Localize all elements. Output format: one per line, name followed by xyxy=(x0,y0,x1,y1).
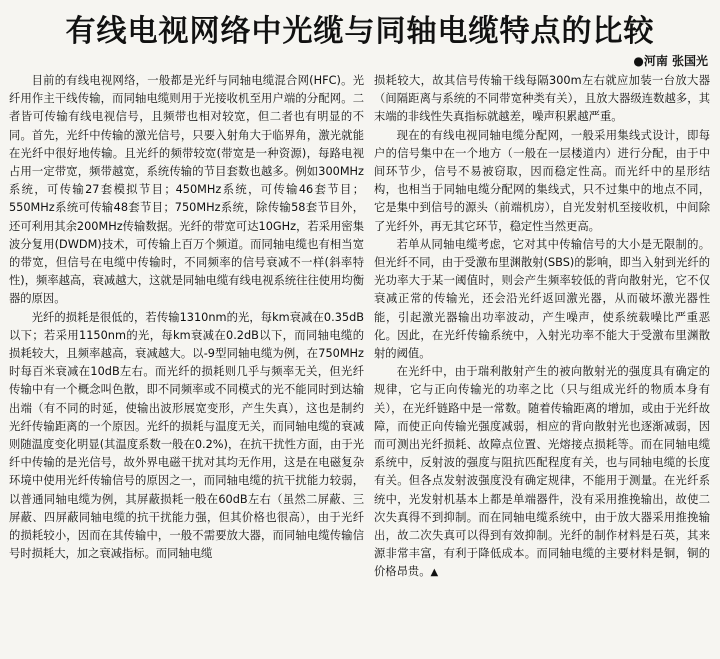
end-mark-icon: ▲ xyxy=(430,567,439,579)
paragraph-text: 在光纤中，由于瑞利散射产生的被向散射光的强度具有确定的规律，它与正向传输光的功率之比（只与组成光纤的物质本身有关），在光纤链路中是一常数。随着传输距离的增加，或由于光纤故障，而使正向传输光强度减弱，相应的背向散射光也逐渐减弱，因而可测出光纤损耗、故障点位置、光熔接点损耗等。而在同轴电缆系统中，反射波的强度与阻抗匹配程度有关，也与同轴电缆的长度有关。但各点发射波强度没有确定规律，不能用于测量。在光纤系统中，光发射机基本上都是单端器件，没有采用推挽输出，故使二次失真得不到抑制。而在同轴电缆系统中，由于放大器采用推挽输出，故二次失真可以得到有效抑制。光纤的制作材料是石英，其来源非常丰富，有利于降低成本。而同轴电缆的主要材料是铜，铜的价格昂贵。 xyxy=(374,365,710,579)
paragraph xyxy=(374,363,710,582)
right-column xyxy=(374,72,710,652)
paragraph: 目前的有线电视网络，一般都是光纤与同轴电缆混合网(HFC)。光纤用作主干线传输，而同轴电缆则用于光接收机至用户端的分配网。二者皆可传输有线电视信号，且频带也相对较宽，但二者也有明显的不同。首先，光纤中传输的激光信号，只要入射角大于临界角，激光就能在光纤中很好地传输。且光纤的频带较宽(带宽是一种资源)，每路电视占用一定带宽，频带越宽，系统传输的节目套数也越多。例如300MHz系统，可传输27套模拟节目；450MHz系统，可传输46套节目；550MHz系统可传输48套节目；750MHz系统，除传输58套节目外，还可利用其余200MHz传输数据。光纤的带宽可达10GHz，若采用密集波分复用(DWDM)技术，可传输上百万个频道。而同轴电缆也有相当宽的带宽，但信号在电缆中传输时，不同频率的信号衰减不一样(斜率特性)，频率越高，衰减越大，这就是同轴电缆有线电视系统往往使用均衡器的原因。 xyxy=(9,74,364,306)
paragraph: 光纤的损耗是很低的，若传输1310nm的光，每km衰减在0.35dB以下；若采用1150nm的光，每km衰减在0.2dB以下，而同轴电缆的损耗较大，且频率越高，衰减越大。以-9型同轴电缆为例，在750MHz时每百米衰减在10dB左右。而光纤的损耗则几乎与频率无关，但光纤传输中有一个概念叫色散，即不同频率或不同模式的光不能同时到达输出端（有不同的时延，使输出波形展宽变形，产生失真），这也是制约光纤传输距离的一个原因。光纤的损耗与温度无关，而同轴电缆的衰减则随温度变化明显(其温度系数一般在0.2%)，在抗干扰性方面，由于光纤中传输的是光信号，故外界电磁干扰对其均无作用，这是在电磁复杂环境中使用光纤传输信号的原因之一，而同轴电缆的抗干扰能力较弱，以普通同轴电缆为例，其屏蔽损耗一般在60dB左右（虽然二屏蔽、三屏蔽、四屏蔽同轴电缆的抗干扰能力强，但其价格也很高），由于光纤的损耗较小，因而在其传输中，一般不需要放大器，而同轴电缆传输信号时损耗大，加之衰减指标。而同轴电缆 xyxy=(9,310,364,561)
paragraph: 损耗较大，故其信号传输干线每隔300m左右就应加装一台放大器（间隔距离与系统的不同带宽种类有关），且放大器级连数越多，其末端的非线性失真指标就越差，噪声积累越严重。 xyxy=(374,74,710,124)
author-byline: ●河南 张国光 xyxy=(633,54,708,68)
paragraph: 现在的有线电视同轴电缆分配网，一般采用集线式设计，即每户的信号集中在一个地方（一般在一层楼道内）进行分配，由于中间环节少，信号不易被窃取，因而稳定性高。而光纤中的星形结构，也相当于同轴电缆分配网的集线式，只不过集中的地点不同，它是集中到信号的源头（前端机房），自光发射机至接收机，中间除了光纤外，再无其它环节，稳定性当然更高。 xyxy=(374,128,710,233)
article-title: 有线电视网络中光缆与同轴电缆特点的比较 xyxy=(65,14,655,49)
paragraph: 若单从同轴电缆考虑，它对其中传输信号的大小是无限制的。但光纤不同，由于受激布里渊散射(SBS)的影响，即当入射到光纤的光功率大于某一阈值时，则会产生频率较低的背向散射光，它不仅衰减正常的传输光，还会沿光纤返回激光器，从而破坏激光器性能，引起激光器输出功率波动，产生噪声，使系统载噪比严重恶化。因此，在光纤传输系统中，入射光功率不能大于受激布里渊散射的阈值。 xyxy=(374,237,710,361)
left-column xyxy=(9,72,364,652)
